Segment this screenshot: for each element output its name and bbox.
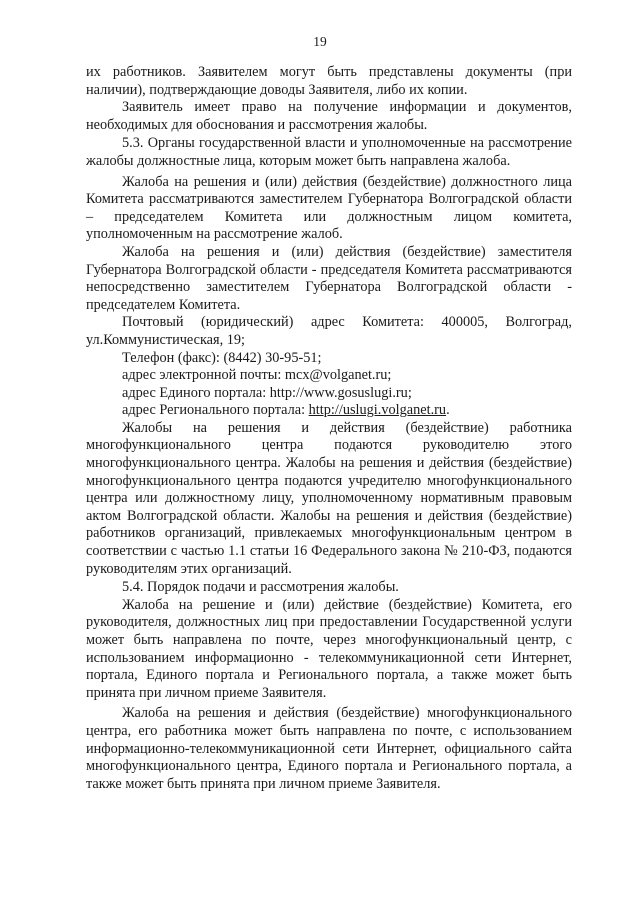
regional-portal-label: адрес Регионального портала:	[122, 402, 309, 419]
paragraph-mfc-submission: Жалоба на решения и действия (бездействие) многофункционального центра, его работника может быть направлена по почте, с использованием информационно-телекоммуникационной сети Интернет, официального сайта многофункционального центра, Единого портала и Регионального портала, а также может быть принята при личном приеме Заявителя.	[86, 705, 572, 792]
contact-phone: Телефон (факс): (8442) 30-95-51;	[122, 349, 322, 366]
paragraph-deputy-complaint: Жалоба на решения и (или) действия (бездействие) заместителя Губернатора Волгоградской области - председателя Комитета рассматриваются непосредственно заместителем Губернатора Волгоградской области - председателем Комитета.	[86, 243, 572, 313]
document-body	[86, 64, 572, 793]
paragraph-continuation: их работников. Заявителем могут быть представлены документы (при наличии), подтверждающие доводы Заявителя, либо их копии.	[86, 64, 572, 98]
paragraph-applicant-rights: Заявитель имеет право на получение информации и документов, необходимых для обоснования и рассмотрения жалобы.	[86, 99, 572, 133]
page-number: 19	[313, 34, 327, 49]
regional-portal-link[interactable]: http://uslugi.volganet.ru	[308, 402, 447, 419]
section-5-4-heading: 5.4. Порядок подачи и рассмотрения жалобы.	[122, 579, 399, 596]
contact-email: адрес электронной почты: mcx@volganet.ru;	[122, 367, 392, 384]
paragraph-official-complaint: Жалоба на решения и (или) действия (бездействие) должностного лица Комитета рассматриваются заместителем Губернатора Волгоградской области – председателем Комитета или должностным лицом комитета, уполномоченным на рассмотрение жалоб.	[86, 173, 572, 243]
contact-unified-portal: адрес Единого портала: http://www.gosuslugi.ru;	[122, 384, 412, 401]
paragraph-mfc-complaints: Жалобы на решения и действия (бездействие) работника многофункционального центра подаются руководителю этого многофункционального центра. Жалобы на решения и действия (бездействие) многофункционального центра подаются учредителю многофункционального центра или должностному лицу, уполномоченному нормативным правовым актом Волгоградской области. Жалобы на решения и действия (бездействие) работников организаций, привлекаемых многофункциональным центром в соответствии с частью 1.1 статьи 16 Федерального закона № 210-ФЗ, подаются руководителям этих организаций.	[86, 419, 572, 577]
regional-portal-period: .	[446, 402, 450, 419]
contact-regional-portal	[86, 402, 572, 420]
section-5-3-heading: 5.3. Органы государственной власти и уполномоченные на рассмотрение жалобы должностные лица, которым может быть направлена жалоба.	[86, 135, 572, 169]
paragraph-postal-address: Почтовый (юридический) адрес Комитета: 400005, Волгоград, ул.Коммунистическая, 19;	[86, 314, 572, 348]
paragraph-complaint-submission: Жалоба на решение и (или) действие (бездействие) Комитета, его руководителя, должностных лиц при предоставлении Государственной услуги может быть направлена по почте, через многофункциональный центр, с использованием информационно - телекоммуникационной сети Интернет, портала, Единого портала и Регионального портала, а также может быть принята при личном приеме Заявителя.	[86, 596, 572, 701]
